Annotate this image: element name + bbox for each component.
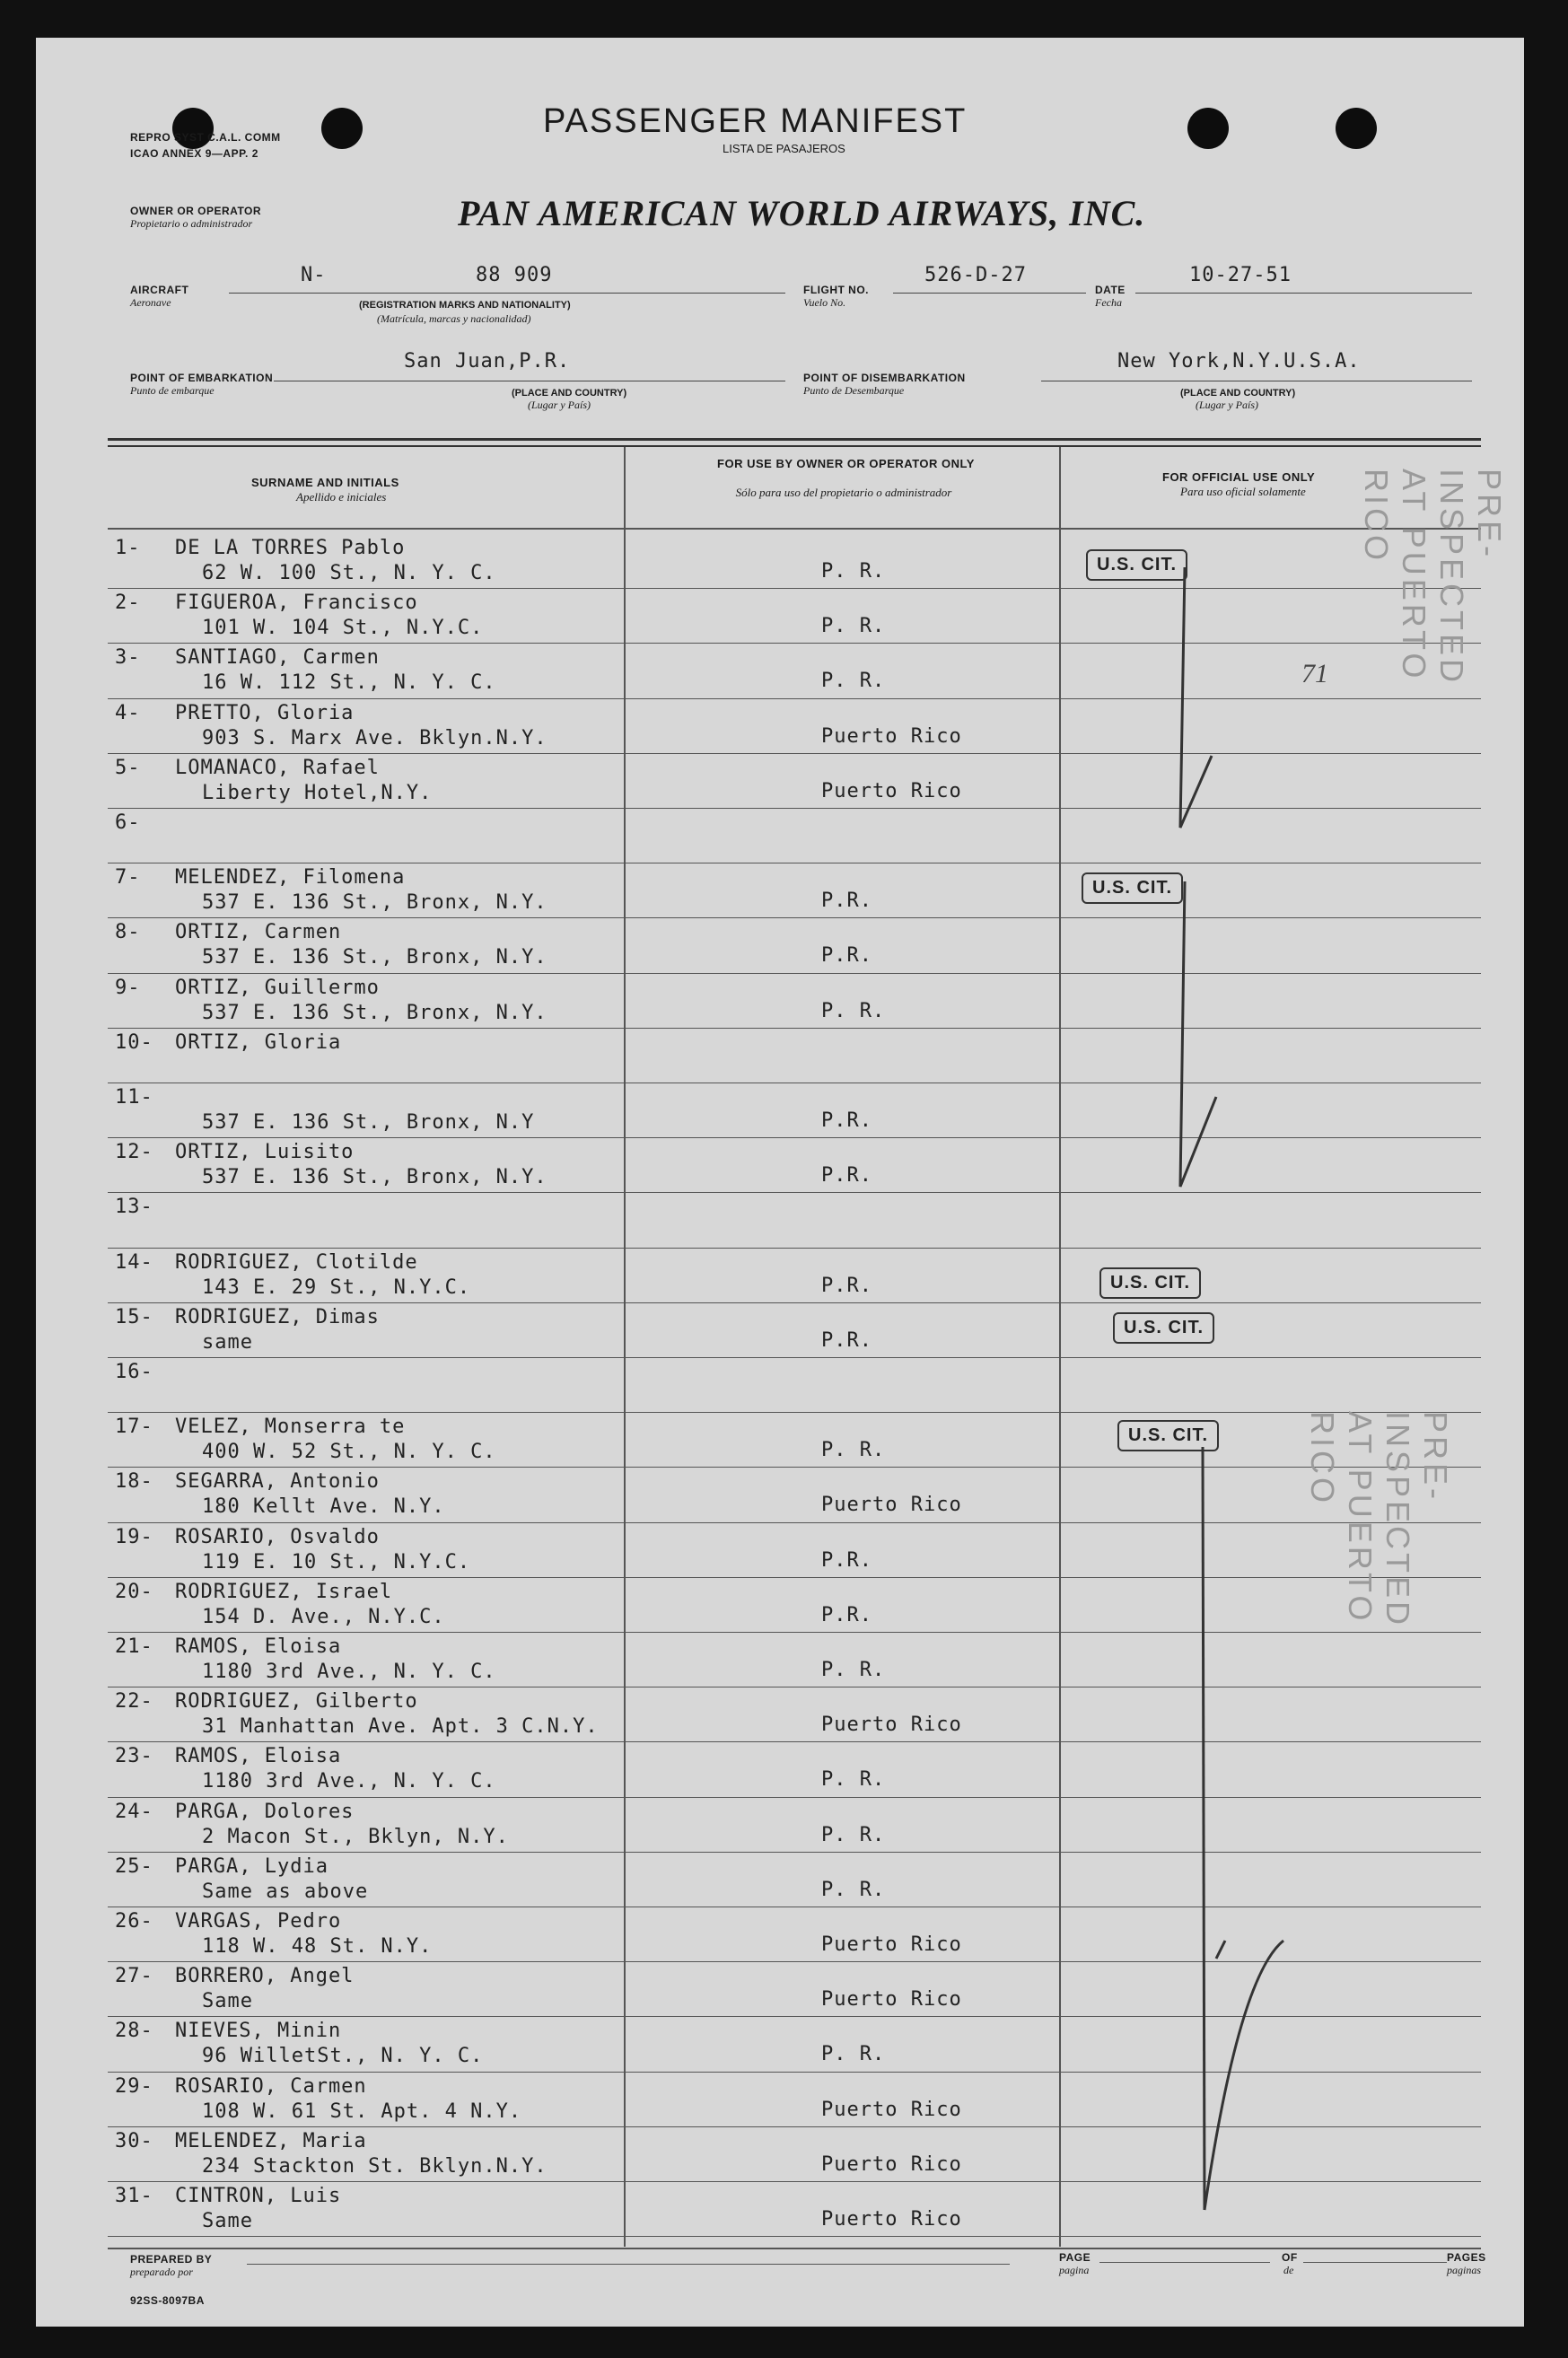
passenger-destination: Puerto Rico [821,780,962,802]
passenger-name: SEGARRA, Antonio [175,1470,380,1493]
passenger-destination: Puerto Rico [821,2099,962,2121]
passenger-number: 14- [115,1251,153,1274]
passenger-number: 19- [115,1526,153,1548]
us-citizen-stamp-2: U.S. CIT. [1082,872,1183,904]
owner-label-es: Propietario o administrador [130,217,253,230]
passenger-destination: P.R. [821,1164,872,1187]
passenger-name: MELENDEZ, Filomena [175,866,406,889]
us-citizen-stamp-1: U.S. CIT. [1086,549,1187,581]
passenger-name: MELENDEZ, Maria [175,2130,367,2152]
passenger-number: 5- [115,757,141,779]
punch-hole-left-2 [321,108,363,149]
form-code: 92SS-8097BA [130,2294,205,2307]
owner-label: OWNER OR OPERATOR [130,205,262,217]
embark-point: San Juan,P.R. [404,350,571,373]
passenger-address: 119 E. 10 St., N.Y.C. [202,1551,471,1573]
passenger-address: Same as above [202,1880,369,1903]
prepared-label-es: preparado por [130,2266,193,2278]
aircraft-label-es: Aeronave [130,296,171,309]
passenger-address: same [202,1331,253,1354]
passenger-address: 143 E. 29 St., N.Y.C. [202,1276,471,1299]
page-label: PAGE [1059,2251,1091,2264]
us-citizen-stamp-4: U.S. CIT. [1113,1312,1214,1344]
col-name-header-es: Apellido e iniciales [296,490,387,504]
form-ref-2: ICAO ANNEX 9—APP. 2 [130,147,258,160]
disembark-place-label-es: (Lugar y País) [1196,399,1258,411]
handwritten-count: 71 [1301,659,1328,688]
passenger-name: CINTRON, Luis [175,2185,342,2207]
passenger-name: ORTIZ, Luisito [175,1141,355,1163]
passenger-name: RAMOS, Eloisa [175,1745,342,1767]
col-official-header-es: Para uso oficial solamente [1180,485,1306,498]
passenger-name: ORTIZ, Guillermo [175,977,380,999]
passenger-destination: P.R. [821,1604,872,1626]
passenger-number: 6- [115,811,141,834]
passenger-name: RAMOS, Eloisa [175,1635,342,1658]
passenger-destination: Puerto Rico [821,2153,962,2176]
passenger-address: Same [202,1990,253,2012]
passenger-address: 903 S. Marx Ave. Bklyn.N.Y. [202,727,547,749]
passenger-destination: P. R. [821,1000,886,1022]
passenger-name: FIGUEROA, Francisco [175,592,418,614]
passenger-number: 22- [115,1690,153,1713]
passenger-number: 27- [115,1965,153,1987]
passenger-name: RODRIGUEZ, Israel [175,1581,393,1603]
passenger-name: LOMANACO, Rafael [175,757,380,779]
passenger-address: 537 E. 136 St., Bronx, N.Y. [202,1166,547,1188]
passenger-address: 108 W. 61 St. Apt. 4 N.Y. [202,2100,522,2123]
passenger-address: 96 WilletSt., N. Y. C. [202,2045,484,2067]
flight-label: FLIGHT NO. [803,284,869,296]
passenger-name: ROSARIO, Osvaldo [175,1526,380,1548]
passenger-destination: P.R. [821,944,872,967]
preinspected-stamp-2: PRE-INSPECTED AT PUERTO RICO [1304,1411,1454,1629]
passenger-name: VARGAS, Pedro [175,1910,342,1933]
passenger-destination: P. R. [821,1659,886,1681]
passenger-number: 11- [115,1086,153,1109]
passenger-address: 537 E. 136 St., Bronx, N.Y. [202,1002,547,1024]
disembark-point: New York,N.Y.U.S.A. [1117,350,1361,373]
table-bottom-rule [108,2248,1481,2249]
passenger-address: Liberty Hotel,N.Y. [202,782,433,804]
disembark-place-label: (PLACE AND COUNTRY) [1180,388,1296,399]
table-header-rule [108,528,1481,530]
passenger-number: 16- [115,1361,153,1383]
passenger-number: 30- [115,2130,153,2152]
passenger-name: NIEVES, Minin [175,2020,342,2042]
passenger-address: 1180 3rd Ave., N. Y. C. [202,1661,496,1683]
page-label-es: pagina [1059,2264,1090,2276]
checkmark-strokes [1059,540,1481,2255]
passenger-address: 234 Stackton St. Bklyn.N.Y. [202,2155,547,2178]
date-label-es: Fecha [1095,296,1122,309]
us-citizen-stamp-5: U.S. CIT. [1117,1420,1219,1451]
passenger-destination: P. R. [821,560,886,583]
passenger-destination: P. R. [821,1879,886,1901]
aircraft-prefix: N- [301,264,327,286]
passenger-destination: P.R. [821,1109,872,1132]
passenger-number: 2- [115,592,141,614]
passenger-destination: P. R. [821,1824,886,1846]
passenger-address: 2 Macon St., Bklyn, N.Y. [202,1826,509,1848]
passenger-number: 7- [115,866,141,889]
passenger-destination: P. R. [821,2043,886,2065]
passenger-destination: Puerto Rico [821,2208,962,2231]
of-label-es: de [1283,2264,1294,2276]
passenger-destination: P.R. [821,1329,872,1352]
pages-label-es: paginas [1447,2264,1482,2276]
passenger-number: 31- [115,2185,153,2207]
flight-date: 10-27-51 [1189,264,1292,286]
passenger-name: RODRIGUEZ, Gilberto [175,1690,418,1713]
passenger-destination: Puerto Rico [821,725,962,748]
embark-place-label: (PLACE AND COUNTRY) [512,388,627,399]
passenger-name: SANTIAGO, Carmen [175,646,380,669]
passenger-number: 29- [115,2075,153,2098]
passenger-destination: P. R. [821,670,886,692]
passenger-number: 18- [115,1470,153,1493]
flight-label-es: Vuelo No. [803,296,846,309]
passenger-number: 21- [115,1635,153,1658]
page-underline [1099,2262,1270,2263]
passenger-destination: Puerto Rico [821,1933,962,1956]
passenger-address: Same [202,2210,253,2232]
passenger-name: BORRERO, Angel [175,1965,355,1987]
passenger-number: 20- [115,1581,153,1603]
disembark-label-es: Punto de Desembarque [803,384,905,397]
passenger-number: 26- [115,1910,153,1933]
passenger-destination: P. R. [821,1439,886,1461]
of-label: OF [1282,2251,1298,2264]
col-official-header: FOR OFFICIAL USE ONLY [1162,470,1316,484]
page-subtitle: LISTA DE PASAJEROS [723,142,845,155]
flight-number: 526-D-27 [924,264,1027,286]
passenger-number: 3- [115,646,141,669]
manifest-sheet [36,38,1524,2327]
date-underline [1135,293,1472,294]
passenger-address: 101 W. 104 St., N.Y.C. [202,617,484,639]
passenger-destination: Puerto Rico [821,1988,962,2011]
of-underline [1303,2262,1447,2263]
preinspected-stamp-1: PRE-INSPECTED AT PUERTO RICO [1358,469,1508,687]
passenger-destination: P.R. [821,1549,872,1572]
us-citizen-stamp-3: U.S. CIT. [1099,1267,1201,1299]
col-owner-header: FOR USE BY OWNER OR OPERATOR ONLY [717,457,975,470]
passenger-number: 9- [115,977,141,999]
passenger-number: 25- [115,1855,153,1878]
operator-name: PAN AMERICAN WORLD AIRWAYS, INC. [458,193,1146,233]
prepared-underline [247,2264,1010,2265]
passenger-name: ORTIZ, Gloria [175,1031,342,1054]
passenger-number: 23- [115,1745,153,1767]
passenger-name: VELEZ, Monserra te [175,1416,406,1438]
col-name-header: SURNAME AND INITIALS [251,476,399,489]
passenger-number: 28- [115,2020,153,2042]
aircraft-label: AIRCRAFT [130,284,189,296]
passenger-address: 118 W. 48 St. N.Y. [202,1935,433,1958]
aircraft-underline [229,293,785,294]
passenger-name: RODRIGUEZ, Clotilde [175,1251,418,1274]
passenger-number: 8- [115,921,141,943]
col-owner-header-es: Sólo para uso del propietario o administrador [735,486,952,499]
passenger-name: PRETTO, Gloria [175,702,355,724]
passenger-name: ROSARIO, Carmen [175,2075,367,2098]
passenger-name: RODRIGUEZ, Dimas [175,1306,380,1328]
passenger-destination: P.R. [821,1275,872,1297]
passenger-name: ORTIZ, Carmen [175,921,342,943]
table-top-rule [108,438,1481,441]
passenger-address: 16 W. 112 St., N. Y. C. [202,671,496,694]
passenger-address: 62 W. 100 St., N. Y. C. [202,562,496,584]
aircraft-registration: 88 909 [476,264,553,286]
passenger-destination: P.R. [821,890,872,912]
punch-hole-right [1187,108,1229,149]
reg-label-es: (Matrícula, marcas y nacionalidad) [377,312,531,325]
passenger-address: 1180 3rd Ave., N. Y. C. [202,1770,496,1793]
passenger-number: 13- [115,1196,153,1218]
passenger-destination: Puerto Rico [821,1714,962,1736]
flight-underline [893,293,1086,294]
date-label: DATE [1095,284,1126,296]
passenger-number: 4- [115,702,141,724]
page-title: PASSENGER MANIFEST [543,102,968,140]
column-divider-1 [624,447,626,2247]
pages-label: PAGES [1447,2251,1486,2264]
passenger-name: DE LA TORRES Pablo [175,537,406,559]
passenger-destination: P. R. [821,615,886,637]
passenger-number: 10- [115,1031,153,1054]
passenger-number: 12- [115,1141,153,1163]
passenger-address: 537 E. 136 St., Bronx, N.Y. [202,891,547,914]
disembark-label: POINT OF DISEMBARKATION [803,372,966,384]
passenger-address: 400 W. 52 St., N. Y. C. [202,1441,496,1463]
passenger-address: 31 Manhattan Ave. Apt. 3 C.N.Y. [202,1715,599,1738]
embark-place-label-es: (Lugar y País) [528,399,591,411]
passenger-address: 537 E. 136 St., Bronx, N.Y. [202,946,547,969]
reg-label: (REGISTRATION MARKS AND NATIONALITY) [359,300,571,311]
form-ref-1: REPRO SYST C.A.L. COMM [130,131,281,144]
passenger-address: 154 D. Ave., N.Y.C. [202,1606,445,1628]
passenger-number: 1- [115,537,141,559]
passenger-number: 17- [115,1416,153,1438]
passenger-destination: Puerto Rico [821,1494,962,1516]
passenger-destination: P. R. [821,1768,886,1791]
passenger-name: PARGA, Lydia [175,1855,328,1878]
prepared-label: PREPARED BY [130,2253,213,2266]
punch-hole-right-2 [1336,108,1377,149]
embark-label: POINT OF EMBARKATION [130,372,274,384]
passenger-number: 15- [115,1306,153,1328]
passenger-address: 180 Kellt Ave. N.Y. [202,1495,445,1518]
passenger-number: 24- [115,1801,153,1823]
embark-label-es: Punto de embarque [130,384,215,397]
passenger-address: 537 E. 136 St., Bronx, N.Y [202,1111,535,1134]
passenger-name: PARGA, Dolores [175,1801,355,1823]
table-top-rule-2 [108,445,1481,447]
